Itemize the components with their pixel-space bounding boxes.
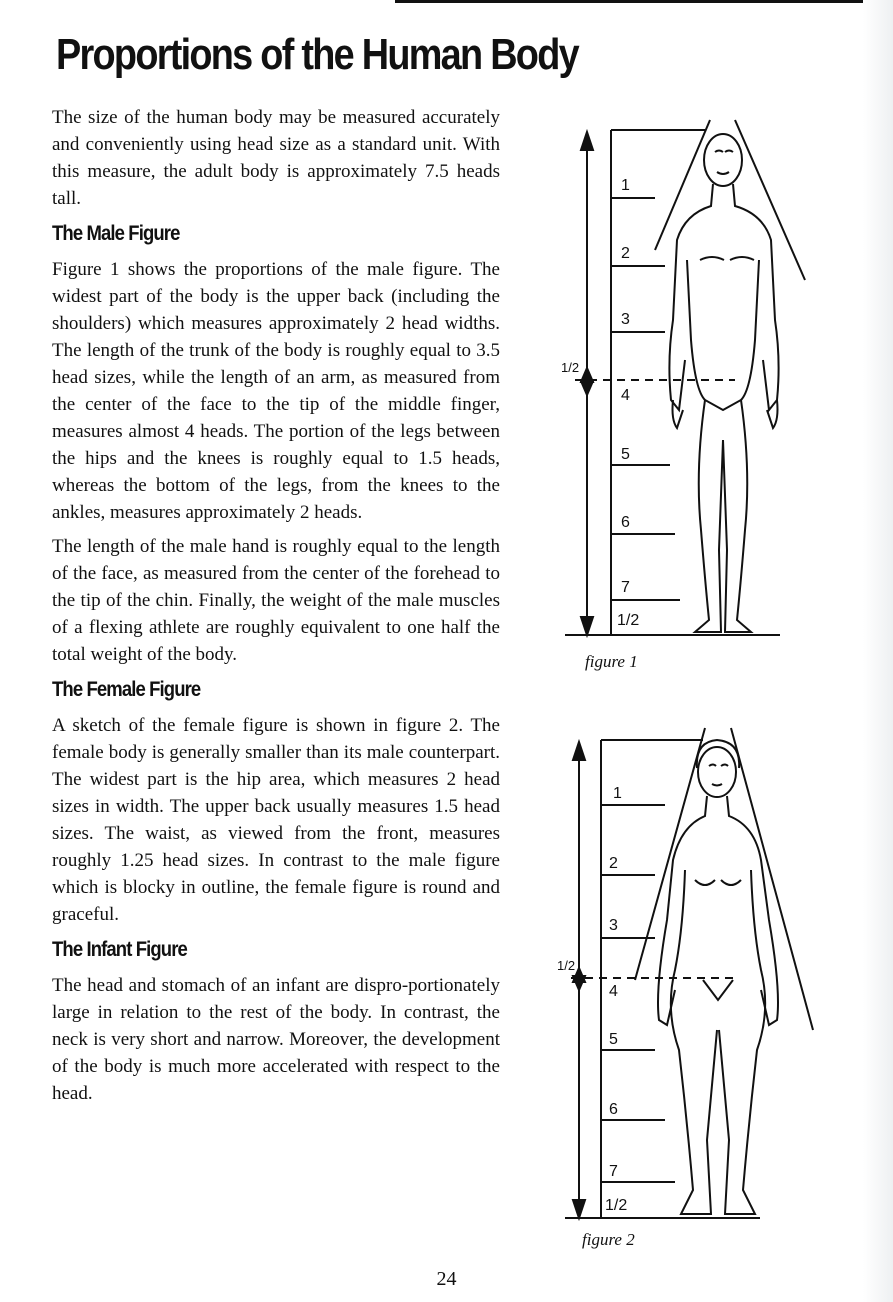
top-rule: [395, 0, 865, 3]
scale-label-7: 7: [621, 579, 630, 596]
scale-label-half: 1/2: [617, 612, 640, 629]
text-column: [52, 104, 500, 1114]
scale-label-3: 3: [621, 311, 630, 328]
scale-label-1: 1: [613, 785, 622, 802]
scale-label-2: 2: [621, 245, 630, 262]
infant-paragraph-1: The head and stomach of an infant are dispro-portionately large in relation to the rest of the body. In contrast, the neck is very short and narrow. Moreover, the development of the body is much more accelerated with respect to the head.: [52, 975, 500, 1104]
female-heading: The Female Figure: [52, 678, 201, 701]
scale-label-3: 3: [609, 917, 618, 934]
scale-label-6: 6: [621, 514, 630, 531]
half-marker: 1/2: [561, 360, 580, 375]
male-paragraph-1: Figure 1 shows the proportions of the male figure. The widest part of the body is the upper back (including the shoulders) which measures approximately 2 head widths. The length of the trunk of the body is roughly equal to 3.5 head sizes, while the length of an arm, as measured from the center of the face to the tip of the middle finger, measures almost 4 heads. The portion of the legs between the hips and the knees is roughly equal to 1.5 heads, whereas the bottom of the legs, from the knees to the ankles, measures approximately 2 heads.: [52, 259, 500, 523]
intro-paragraph: The size of the human body may be measured accurately and conveniently using head size as a standard unit. With this measure, the adult body is approximately 7.5 heads tall.: [52, 107, 500, 209]
figure-1-male: [555, 110, 815, 650]
scale-label-7: 7: [609, 1163, 618, 1180]
page-number: 24: [436, 1268, 457, 1290]
scale-label-4: 4: [609, 983, 618, 1000]
infant-heading: The Infant Figure: [52, 938, 187, 961]
half-marker: 1/2: [557, 958, 576, 973]
male-heading: The Male Figure: [52, 222, 180, 245]
scale-label-half: 1/2: [605, 1197, 628, 1214]
scale-label-5: 5: [621, 446, 630, 463]
male-figure-drawing: [555, 110, 815, 650]
figure-2-female: [555, 720, 815, 1225]
female-figure-drawing: [555, 720, 815, 1225]
scale-label-5: 5: [609, 1031, 618, 1048]
page-title: Proportions of the Human Body: [56, 30, 578, 79]
scale-label-1: 1: [621, 177, 630, 194]
figure-1-caption: figure 1: [585, 652, 638, 671]
scale-label-2: 2: [609, 855, 618, 872]
page-edge-shadow: [863, 0, 893, 1302]
figure-2-caption: figure 2: [582, 1230, 635, 1249]
female-paragraph-1: A sketch of the female figure is shown in figure 2. The female body is generally smaller than its male counterpart. The widest part is the hip area, which measures 2 head sizes in width. The upper back usually measures 1.5 head sizes. The waist, as viewed from the front, measures roughly 1.25 head sizes. In contrast to the male figure which is blocky in outline, the female figure is round and graceful.: [52, 715, 500, 925]
male-paragraph-2: The length of the male hand is roughly equal to the length of the face, as measured from the center of the forehead to the tip of the chin. Finally, the weight of the male muscles of a flexing athlete are roughly equivalent to one half the total weight of the body.: [52, 536, 500, 665]
scale-label-4: 4: [621, 387, 630, 404]
scale-label-6: 6: [609, 1101, 618, 1118]
